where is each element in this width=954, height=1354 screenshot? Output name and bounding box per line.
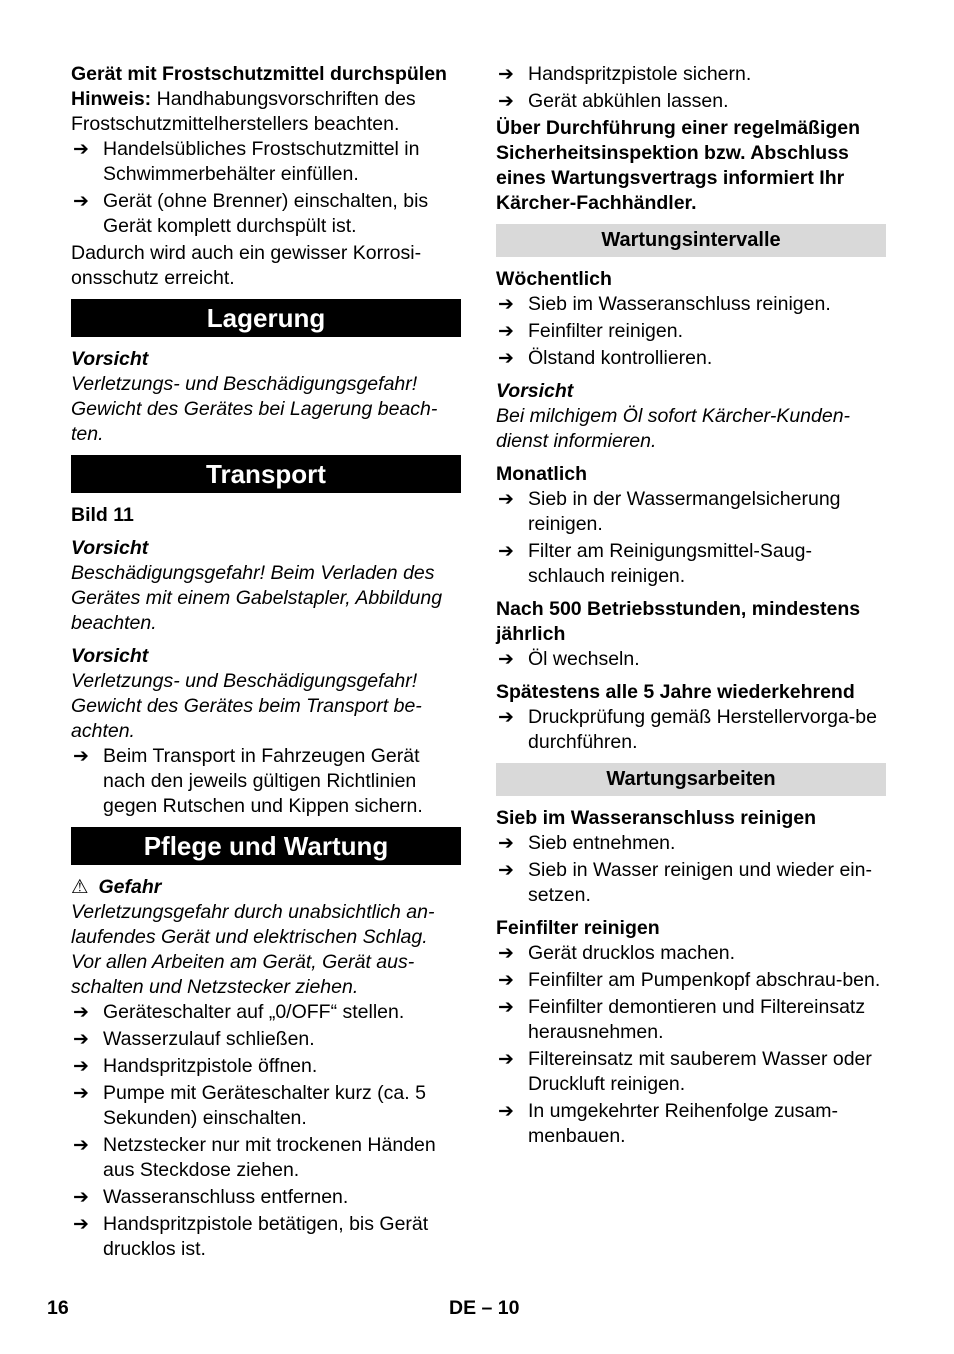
top-steps xyxy=(496,62,886,114)
figure-reference: Bild 11 xyxy=(71,504,134,526)
list-item xyxy=(71,1027,461,1052)
arrow-right-icon: ➔ xyxy=(498,1101,514,1122)
list-item-text: Feinfilter am Pumpenkopf abschrau-ben. xyxy=(528,969,881,991)
arrow-right-icon: ➔ xyxy=(73,1056,89,1077)
pflege-steps xyxy=(71,1000,461,1262)
list-item-text: Feinfilter demontieren und Filtereinsatz herausnehmen. xyxy=(528,996,866,1043)
language-page-label: DE – 10 xyxy=(449,1297,520,1319)
section-pflege-title: Pflege und Wartung xyxy=(71,827,461,865)
arrow-right-icon: ➔ xyxy=(73,746,89,767)
list-item xyxy=(496,858,886,908)
list-item xyxy=(71,1185,461,1210)
list-item-text: Feinfilter reinigen. xyxy=(528,320,683,342)
list-item-text: Handelsübliches Frostschutzmittel in Schwimmerbehälter einfüllen. xyxy=(103,138,420,185)
arrow-right-icon: ➔ xyxy=(498,321,514,342)
list-item-text: Ölstand kontrollieren. xyxy=(528,347,713,369)
list-item xyxy=(496,705,886,755)
list-item xyxy=(496,346,886,371)
list-item xyxy=(496,89,886,114)
frost-after-text: Dadurch wird auch ein gewisser Korrosi-onsschutz erreicht. xyxy=(71,242,422,289)
list-item xyxy=(71,1054,461,1079)
weekly-heading: Wöchentlich xyxy=(496,268,612,290)
list-item-text: Wasserzulauf schließen. xyxy=(103,1028,315,1050)
caution-text: Verletzungs- und Beschädigungsgefahr! Gewicht des Gerätes beim Transport be-achten. xyxy=(71,670,422,742)
list-item-text: Wasseranschluss entfernen. xyxy=(103,1186,349,1208)
list-item xyxy=(496,995,886,1045)
note-text: Handhabungsvorschriften des Frostschutzmittelherstellers beachten. xyxy=(71,88,416,135)
arrow-right-icon: ➔ xyxy=(498,943,514,964)
list-item-text: Öl wechseln. xyxy=(528,648,640,670)
caution-label: Vorsicht xyxy=(71,348,149,370)
list-item-text: Pumpe mit Geräteschalter kurz (ca. 5 Sekunden) einschalten. xyxy=(103,1082,426,1129)
list-item-text: Handspritzpistole betätigen, bis Gerät drucklos ist. xyxy=(103,1213,429,1260)
caution-text: Beschädigungsgefahr! Beim Verladen des Gerätes mit einem Gabelstapler, Abbildung beachten. xyxy=(71,562,443,634)
arrow-right-icon: ➔ xyxy=(498,860,514,881)
caution-text: Bei milchigem Öl sofort Kärcher-Kunden-dienst informieren. xyxy=(496,405,851,452)
list-item xyxy=(496,1099,886,1149)
list-item xyxy=(496,941,886,966)
page-number: 16 xyxy=(47,1297,69,1319)
arrow-right-icon: ➔ xyxy=(498,294,514,315)
list-item xyxy=(71,1081,461,1131)
h500-heading: Nach 500 Betriebsstunden, mindestens jährlich xyxy=(496,598,861,645)
arrow-right-icon: ➔ xyxy=(498,833,514,854)
list-item xyxy=(71,1000,461,1025)
list-item xyxy=(71,189,461,239)
arrow-right-icon: ➔ xyxy=(73,1083,89,1104)
arrow-right-icon: ➔ xyxy=(498,64,514,85)
arrow-right-icon: ➔ xyxy=(498,489,514,510)
sieve-steps xyxy=(496,831,886,908)
list-item-text: Beim Transport in Fahrzeugen Gerät nach den jeweils gültigen Richtlinien gegen Rutschen und Kippen sichern. xyxy=(103,745,423,817)
caution-label: Vorsicht xyxy=(71,645,149,667)
arrow-right-icon: ➔ xyxy=(73,139,89,160)
list-item-text: Gerät (ohne Brenner) einschalten, bis Gerät komplett durchspült ist. xyxy=(103,190,429,237)
list-item-text: Sieb im Wasseranschluss reinigen. xyxy=(528,293,831,315)
list-item xyxy=(496,62,886,87)
arrow-right-icon: ➔ xyxy=(73,1187,89,1208)
arrow-right-icon: ➔ xyxy=(73,1135,89,1156)
weekly-steps xyxy=(496,292,886,371)
left-column xyxy=(71,62,461,1264)
list-item-text: Gerät drucklos machen. xyxy=(528,942,736,964)
list-item-text: Netzstecker nur mit trockenen Händen aus Steckdose ziehen. xyxy=(103,1134,436,1181)
list-item xyxy=(496,1047,886,1097)
arrow-right-icon: ➔ xyxy=(498,970,514,991)
list-item xyxy=(71,1133,461,1183)
list-item-text: Gerät abkühlen lassen. xyxy=(528,90,729,112)
h500-steps xyxy=(496,647,886,672)
list-item-text: In umgekehrter Reihenfolge zusam-menbauen. xyxy=(528,1100,838,1147)
frost-note xyxy=(71,87,461,137)
arrow-right-icon: ➔ xyxy=(498,348,514,369)
caution-text: Verletzungs- und Beschädigungsgefahr! Gewicht des Gerätes bei Lagerung beach-ten. xyxy=(71,373,438,445)
danger-heading xyxy=(71,875,461,900)
list-item xyxy=(71,1212,461,1262)
arrow-right-icon: ➔ xyxy=(498,707,514,728)
list-item xyxy=(496,647,886,672)
list-item xyxy=(496,487,886,537)
list-item-text: Geräteschalter auf „0/OFF“ stellen. xyxy=(103,1001,405,1023)
note-label: Hinweis: xyxy=(71,88,152,110)
list-item xyxy=(71,137,461,187)
list-item xyxy=(496,831,886,856)
list-item-text: Handspritzpistole öffnen. xyxy=(103,1055,318,1077)
arrow-right-icon: ➔ xyxy=(498,541,514,562)
warning-triangle-icon: ⚠ xyxy=(71,876,89,898)
arrow-right-icon: ➔ xyxy=(73,1002,89,1023)
list-item-text: Sieb in der Wassermangelsicherung reinigen. xyxy=(528,488,841,535)
monthly-heading: Monatlich xyxy=(496,463,587,485)
finefilter-heading: Feinfilter reinigen xyxy=(496,917,660,939)
arrow-right-icon: ➔ xyxy=(498,1049,514,1070)
list-item xyxy=(496,319,886,344)
section-transport-title: Transport xyxy=(71,455,461,493)
arrow-right-icon: ➔ xyxy=(498,997,514,1018)
monthly-steps xyxy=(496,487,886,589)
caution-label: Vorsicht xyxy=(496,380,574,402)
finefilter-steps xyxy=(496,941,886,1149)
y5-heading: Spätestens alle 5 Jahre wiederkehrend xyxy=(496,681,855,703)
list-item-text: Sieb entnehmen. xyxy=(528,832,676,854)
arrow-right-icon: ➔ xyxy=(498,91,514,112)
transport-steps xyxy=(71,744,461,819)
section-lagerung-title: Lagerung xyxy=(71,299,461,337)
danger-label: Gefahr xyxy=(98,876,162,898)
list-item xyxy=(496,968,886,993)
list-item xyxy=(71,744,461,819)
danger-text: Verletzungsgefahr durch unabsichtlich an-laufendes Gerät und elektrischen Schlag. Vor allen Arbeiten am Gerät, Gerät aus-schalten und Netzstecker ziehen. xyxy=(71,901,435,998)
section-works-title: Wartungsarbeiten xyxy=(496,763,886,796)
arrow-right-icon: ➔ xyxy=(73,1214,89,1235)
list-item-text: Sieb in Wasser reinigen und wieder ein-setzen. xyxy=(528,859,872,906)
list-item xyxy=(496,539,886,589)
arrow-right-icon: ➔ xyxy=(73,1029,89,1050)
list-item-text: Filtereinsatz mit sauberem Wasser oder Druckluft reinigen. xyxy=(528,1048,872,1095)
list-item-text: Druckprüfung gemäß Herstellervorga-be durchführen. xyxy=(528,706,877,753)
sieve-heading: Sieb im Wasseranschluss reinigen xyxy=(496,807,817,829)
arrow-right-icon: ➔ xyxy=(498,649,514,670)
y5-steps xyxy=(496,705,886,755)
right-column xyxy=(496,62,886,1151)
frost-heading: Gerät mit Frostschutzmittel durchspülen xyxy=(71,63,447,85)
list-item-text: Handspritzpistole sichern. xyxy=(528,63,752,85)
caution-label: Vorsicht xyxy=(71,537,149,559)
list-item xyxy=(496,292,886,317)
inspection-text: Über Durchführung einer regelmäßigen Sicherheitsinspektion bzw. Abschluss eines Wartungsvertrags informiert Ihr Kärcher-Fachhändler. xyxy=(496,117,861,214)
frost-steps xyxy=(71,137,461,239)
section-intervals-title: Wartungsintervalle xyxy=(496,224,886,257)
arrow-right-icon: ➔ xyxy=(73,191,89,212)
list-item-text: Filter am Reinigungsmittel-Saug-schlauch reinigen. xyxy=(528,540,812,587)
